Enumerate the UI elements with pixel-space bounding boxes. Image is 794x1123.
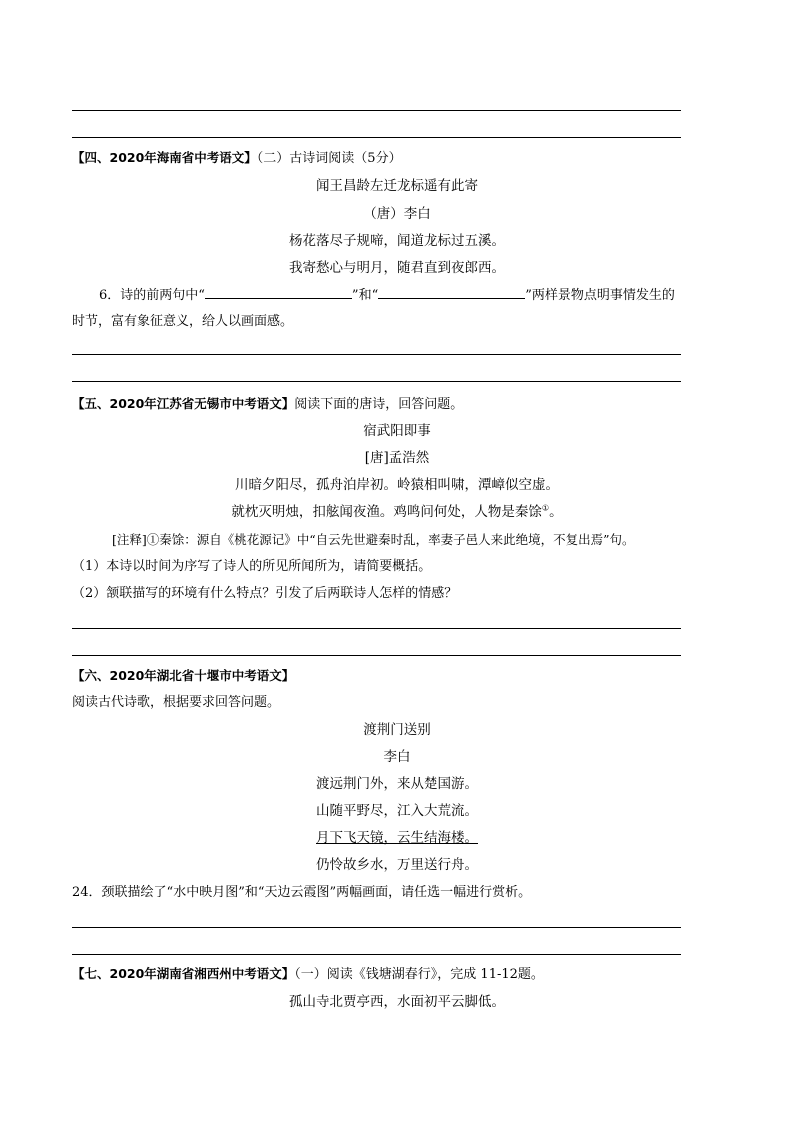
section-6-poem-line: 仍怜故乡水，万里送行舟。 <box>316 857 478 873</box>
section-6-intro: 阅读古代诗歌，根据要求回答问题。 <box>72 695 281 710</box>
section-5-poem-line <box>72 503 722 521</box>
answer-line <box>72 381 681 382</box>
answer-line <box>72 927 681 928</box>
footnote-marker: ① <box>541 503 550 513</box>
section-4-source: 【四、2020年海南省中考语文】 <box>72 150 257 165</box>
answer-line <box>72 628 681 629</box>
poem-line-text: 就枕灭明烛，扣舷闻夜渔。鸡鸣问何处，人物是秦馀 <box>231 504 542 520</box>
section-5-question-1: （1）本诗以时间为序写了诗人的所见所闻所为，请简要概括。 <box>72 559 432 574</box>
section-5-question-2: （2）颔联描写的环境有什么特点？引发了后两联诗人怎样的情感？ <box>72 586 458 601</box>
section-7-poem-line: 孤山寺北贾亭西，水面初平云脚低。 <box>289 994 505 1010</box>
section-5-heading <box>72 395 463 414</box>
section-5-author: [唐]孟浩然 <box>364 450 430 466</box>
answer-line <box>72 655 681 656</box>
answer-line <box>72 354 681 355</box>
answer-line <box>72 110 681 111</box>
section-4-question <box>99 286 675 305</box>
section-5-note: [注释]①秦馀：源自《桃花源记》中“自云先世避秦时乱，率妻子邑人来此绝境，不复出焉”句。 <box>112 532 635 547</box>
fill-blank[interactable] <box>378 286 525 299</box>
answer-line <box>72 954 681 955</box>
fill-blank[interactable] <box>205 286 352 299</box>
section-6-poem-line: 渡远荆门外，来从楚国游。 <box>316 776 478 792</box>
underlined-line: 月下飞天镜，云生结海楼。 <box>316 830 478 846</box>
section-4-heading <box>72 149 402 168</box>
section-5-source: 【五、2020年江苏省无锡市中考语文】 <box>72 396 295 411</box>
section-4-heading-rest: （二）古诗词阅读（5分） <box>256 151 402 166</box>
section-4-poem-title: 闻王昌龄左迁龙标遥有此寄 <box>316 178 478 194</box>
section-5-poem-line: 川暗夕阳尽，孤舟泊岸初。岭猿相叫啸，潭嶂似空虚。 <box>235 477 559 493</box>
section-4-question-line2: 时节，富有象征意义，给人以画面感。 <box>72 314 294 329</box>
section-4-poem-line: 杨花落尽子规啼，闻道龙标过五溪。 <box>289 233 505 249</box>
section-6-poem-title: 渡荆门送别 <box>363 722 431 738</box>
section-7-source: 【七、2020年湖南省湘西州中考语文】 <box>72 966 295 981</box>
question-text: 6．诗的前两句中“ <box>99 288 205 303</box>
poem-line-end: 。 <box>549 504 563 520</box>
section-6-poem-line: 山随平野尽，江入大荒流。 <box>316 803 478 819</box>
section-7-heading <box>72 965 544 984</box>
question-text: ”和“ <box>351 288 379 303</box>
section-4-poem-line: 我寄愁心与明月，随君直到夜郎西。 <box>289 260 505 276</box>
section-6-question: 24．颈联描绘了“水中映月图”和“天边云霞图”两幅画面，请任选一幅进行赏析。 <box>72 885 532 900</box>
section-6-poem-line-underlined <box>72 829 722 847</box>
section-4-author: （唐）李白 <box>363 206 431 222</box>
section-6-author: 李白 <box>383 749 411 765</box>
answer-line <box>72 137 681 138</box>
section-7-heading-rest: （一）阅读《钱塘湖春行》，完成 11-12题。 <box>294 967 544 982</box>
section-5-poem-title: 宿武阳即事 <box>363 423 431 439</box>
section-5-heading-rest: 阅读下面的唐诗，回答问题。 <box>294 397 464 412</box>
question-text: ”两样景物点明事情发生的 <box>525 288 675 303</box>
section-6-heading: 【六、2020年湖北省十堰市中考语文】 <box>72 668 295 683</box>
